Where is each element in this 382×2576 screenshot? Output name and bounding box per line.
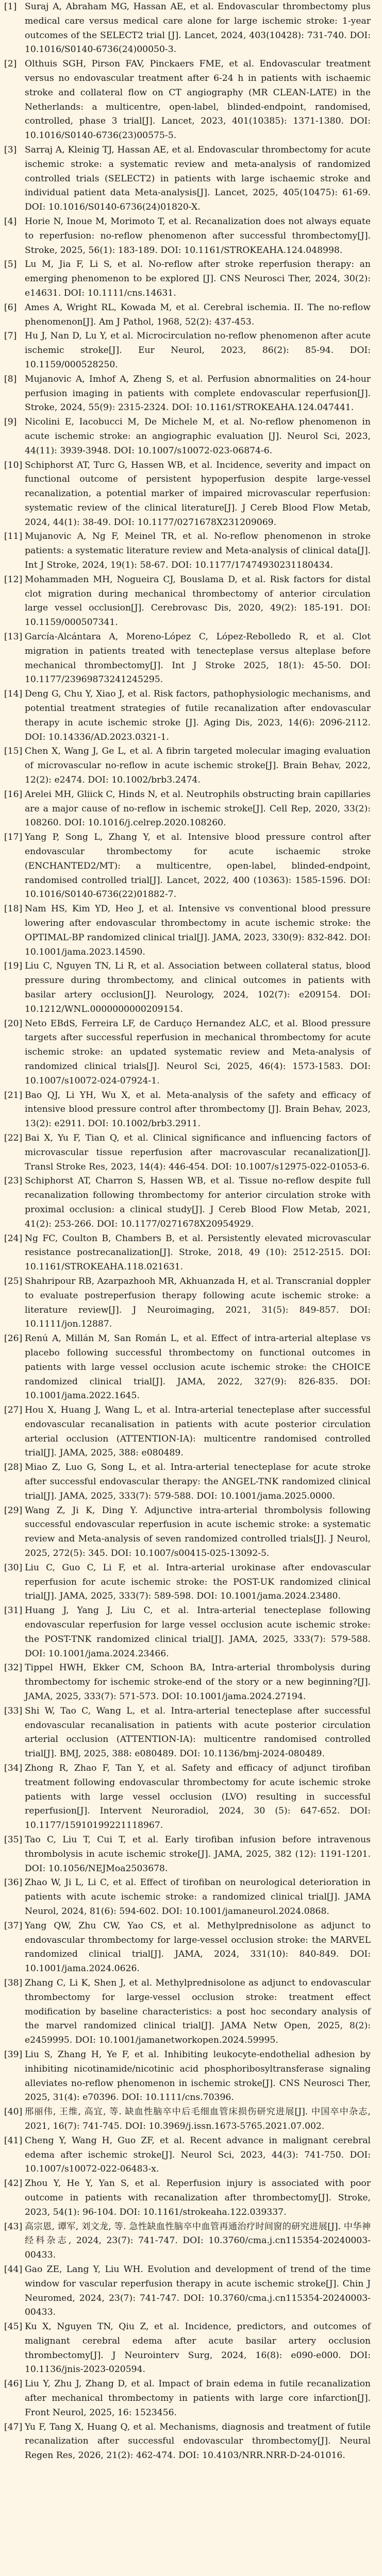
reference-text: García-Alcántara A, Moreno-López C, López-Rebolledo R, et al. Clot migration in patients treated with tenecteplase versus alteplase before mechanical thrombectomy[J]. Int J Stroke 2025, 18(1): 45-50. DOI: 10.1177/23969873241245295. — [25, 632, 371, 685]
reference-item — [4, 1332, 371, 1403]
reference-number: [41] — [4, 2135, 23, 2146]
reference-number: [31] — [4, 1605, 23, 1616]
reference-item — [4, 1461, 371, 1503]
reference-item — [4, 959, 371, 1016]
reference-number: [15] — [4, 746, 23, 757]
reference-text: Ku X, Nguyen TN, Qiu Z, et al. Incidence, predictors, and outcomes of malignant cerebral edema after acute basilar artery occlusion thrombectomy[J]. J Neurointerv Surg, 2024, 16(8): e090-e000. DOI: 10.1136/jnis-2023-020594. — [25, 2321, 371, 2375]
reference-item — [4, 1976, 371, 2048]
reference-item — [4, 1232, 371, 1275]
reference-text: Zhong R, Zhao F, Tan Y, et al. Safety and efficacy of adjunct tirofiban treatment following endovascular thrombectomy for acute ischemic stroke patients with large vessel occlusion (LVO) resulting in successful reperfusion[J]. Intervent Neuroradiol, 2024, 30 (5): 647-652. DOI: 10.1177/15910199221118967. — [25, 1763, 371, 1831]
reference-item — [4, 2048, 371, 2105]
reference-item — [4, 1089, 371, 1131]
reference-text: Mujanovic A, Imhof A, Zheng S, et al. Perfusion abnormalities on 24-hour perfusion imaging in patients with complete endovascular reperfusion[J]. Stroke, 2024, 55(9): 2315-2324. DOI: 10.1161/STROKEAHA.124.047441. — [25, 374, 371, 413]
reference-item — [4, 415, 371, 458]
reference-item — [4, 530, 371, 572]
reference-item — [4, 1833, 371, 1876]
reference-item — [4, 1561, 371, 1604]
reference-number: [13] — [4, 632, 23, 642]
reference-item — [4, 372, 371, 415]
reference-number: [12] — [4, 574, 23, 585]
reference-text: Schiphorst AT, Turc G, Hassen WB, et al. Incidence, severity and impact on functional outcome of persistent hypoperfusion despite large-vessel recanalization, a potential marker of impaired microvascular reperfusion: systematic review of the clinical literature[J]. J Cereb Blood Flow Metab, 2024, 44(1): 38-49. DOI: 10.1177/0271678X231209069. — [25, 460, 371, 528]
reference-item — [4, 1704, 371, 1761]
reference-number: [29] — [4, 1505, 23, 1516]
reference-text: Nam HS, Kim YD, Heo J, et al. Intensive vs conventional blood pressure lowering after endovascular thrombectomy in acute ischemic stroke: the OPTIMAL-BP randomized clinical trial[J]. JAMA, 2023, 330(9): 832-842. DOI: 10.1001/jama.2023.14590. — [25, 904, 371, 957]
reference-item — [4, 1604, 371, 1661]
reference-number: [23] — [4, 1176, 23, 1187]
reference-number: [45] — [4, 2321, 23, 2332]
reference-item — [4, 573, 371, 630]
reference-text: Yang QW, Zhu CW, Yao CS, et al. Methylprednisolone as adjunct to endovascular thrombectomy for large-vessel occlusion stroke: the MARVEL randomized clinical trial[J]. JAMA, 2024, 331(10): 840-849. DOI: 10.1001/jama.2024.0626. — [25, 1920, 371, 1974]
reference-text: Shahripour RB, Azarpazhooh MR, Akhuanzada H, et al. Transcranial doppler to evaluate postreperfusion therapy following acute ischemic stroke: a literature review[J]. J Neuroimaging, 2021, 31(5): 849-857. DOI: 10.1111/jon.12887. — [25, 1276, 371, 1330]
reference-text: Bao QJ, Li YH, Wu X, et al. Meta-analysis of the safety and efficacy of intensive blood pressure control after thrombectomy [J]. Brain Behav, 2023, 13(2): e2911. DOI: 10.1002/brb3.2911. — [25, 1090, 371, 1129]
reference-number: [39] — [4, 2049, 23, 2060]
reference-item — [4, 1661, 371, 1704]
reference-number: [19] — [4, 961, 23, 972]
reference-number: [14] — [4, 689, 23, 700]
reference-number: [28] — [4, 1462, 23, 1473]
reference-text: Hou X, Huang J, Wang L, et al. Intra-arterial tenecteplase after successful endovascular recanalisation in patients with acute posterior circulation arterial occlusion (ATTENTION-IA): multicentre randomised controlled trial[J]. JAMA, 2025, 388: e080489. — [25, 1405, 371, 1459]
reference-text: Zhou Y, He Y, Yan S, et al. Reperfusion injury is associated with poor outcome in patients with recanalization after thrombectomy[J]. Stroke, 2023, 54(1): 96-104. DOI: 10.1161/strokeaha.122.039337. — [25, 2178, 371, 2217]
reference-item — [4, 2320, 371, 2377]
reference-number: [2] — [4, 59, 17, 70]
reference-text: Schiphorst AT, Charron S, Hassen WB, et al. Tissue no-reflow despite full recanalization following thrombectomy for anterior circulation stroke with proximal occlusion: a clinical study[J]. J Cereb Blood Flow Metab, 2021, 41(2): 253-266. DOI: 10.1177/0271678X20954929. — [25, 1176, 371, 1229]
reference-item — [4, 831, 371, 902]
reference-text: Tippel HWH, Ekker CM, Schoon BA, Intra-arterial thrombolysis during thrombectomy for ischemic stroke-end of the story or a new beginning?[J]. JAMA, 2025, 333(7): 571-573. DOI: 10.1001/jama.2024.27194. — [25, 1663, 371, 1702]
reference-text: Renú A, Millán M, San Román L, et al. Effect of intra-arterial alteplase vs placebo following successful thrombectomy on functional outcomes in patients with large vessel occlusion acute ischemic stroke: the CHOICE randomized clinical trial[J]. JAMA, 2022, 327(9): 826-835. DOI: 10.1001/jama.2022.1645. — [25, 1333, 371, 1401]
reference-text: Zhao W, Ji L, Li C, et al. Effect of tirofiban on neurological deterioration in patients with acute ischemic stroke: a randomized clinical trial[J]. JAMA Neurol, 2024, 81(6): 594-602. DOI: 10.1001/jamaneurol.2024.0868. — [25, 1877, 371, 1917]
reference-item — [4, 630, 371, 687]
reference-text: Liu C, Guo C, Li F, et al. Intra-arterial urokinase after endovascular reperfusion for acute ischemic stroke: the POST-UK randomized clinical trial[J]. JAMA, 2025, 333(7): 589-598. DOI: 10.1001/jama.2024.23480. — [25, 1562, 371, 1602]
reference-item — [4, 57, 371, 143]
reference-number: [22] — [4, 1132, 23, 1143]
reference-number: [26] — [4, 1333, 23, 1344]
reference-text: Yu F, Tang X, Huang Q, et al. Mechanisms, diagnosis and treatment of futile recanalization after successful endovascular thrombectomy[J]. Neural Regen Res, 2026, 21(2): 462-474. DOI: 10.4103/NRR.NRR-D-24-01016. — [25, 2421, 371, 2461]
reference-item — [4, 301, 371, 330]
reference-text: Lu M, Jia F, Li S, et al. No-reflow after stroke reperfusion therapy: an emerging phenomenon to be explored [J]. CNS Neurosci Ther, 2024, 30(2): e14631. DOI: 10.1111/cns.14631. — [25, 259, 371, 298]
reference-number: [35] — [4, 1835, 23, 1845]
reference-number: [16] — [4, 789, 23, 800]
reference-text: 高宗恩, 谭军, 刘文龙, 等. 急性缺血性脑卒中血管再通治疗时间窗的研究进展[J]. 中华神经科杂志, 2024, 23(7): 741-747. DOI: 10.3760/cma.j.cn115354-20240003-00433. — [25, 2221, 371, 2261]
reference-item — [4, 902, 371, 959]
reference-text: Chen X, Wang J, Ge L, et al. A fibrin targeted molecular imaging evaluation of microvascular no-reflow in acute ischemic stroke[J]. Brain Behav, 2022, 12(2): e2474. DOI: 10.1002/brb3.2474. — [25, 746, 371, 786]
reference-item — [4, 2105, 371, 2134]
reference-text: Suraj A, Abraham MG, Hassan AE, et al. Endovascular thrombectomy plus medical care versus medical care alone for large ischemic stroke: 1-year outcomes of the SELECT2 trial [J]. Lancet, 2024, 403(10428): 731-740. DOI: 10.1016/S0140-6736(24)00050-3. — [25, 2, 371, 55]
reference-number: [32] — [4, 1663, 23, 1673]
reference-item — [4, 2420, 371, 2463]
reference-number: [38] — [4, 1977, 23, 1988]
reference-item — [4, 2220, 371, 2263]
reference-item — [4, 1174, 371, 1231]
reference-text: Liu Y, Zhu J, Zhang D, et al. Impact of brain edema in futile recanalization after mechanical thrombectomy in patients with large core infarction[J]. Front Neurol, 2025, 16: 1523456. — [25, 2379, 371, 2418]
reference-text: Nicolini E, Iacobucci M, De Michele M, et al. No-reflow phenomenon in acute ischemic stroke: an angiographic evaluation [J]. Neurol Sci, 2023, 44(11): 3939-3948. DOI: 10.1007/s10072-023-06874-6. — [25, 417, 371, 456]
reference-text: 邢丽伟, 王维, 高宜, 等. 缺血性脑卒中后毛细血管床损伤研究进展[J]. 中国卒中杂志, 2021, 16(7): 741-745. DOI: 10.3969/j.issn.1673-5765.2021.07.002. — [25, 2107, 371, 2131]
reference-number: [17] — [4, 832, 23, 843]
reference-item — [4, 215, 371, 258]
reference-text: Mohammaden MH, Nogueira CJ, Bouslama D, et al. Risk factors for distal clot migration during mechanical thrombectomy of anterior circulation large vessel occlusion[J]. Cerebrovasc Dis, 2020, 49(2): 185-191. DOI: 10.1159/000507341. — [25, 574, 371, 628]
reference-text: Tao C, Liu T, Cui T, et al. Early tirofiban infusion before intravenous thrombolysis in acute ischemic stroke[J]. JAMA, 2025, 382 (12): 1191-1201. DOI: 10.1056/NEJMoa2503678. — [25, 1835, 371, 1874]
reference-number: [3] — [4, 144, 17, 155]
reference-number: [34] — [4, 1763, 23, 1774]
reference-text: Hu J, Nan D, Lu Y, et al. Microcirculation no-reflow phenomenon after acute ischemic stroke[J]. Eur Neurol, 2023, 86(2): 85-94. DOI: 10.1159/000528250. — [25, 331, 371, 370]
reference-item — [4, 1131, 371, 1174]
reference-text: Olthuis SGH, Pirson FAV, Pinckaers FME, et al. Endovascular treatment versus no endovascular treatment after 6-24 h in patients with ischaemic stroke and collateral flow on CT angiography (MR CLEAN-LATE) in the Netherlands: a multicentre, open-label, blinded-endpoint, randomised, controlled, phase 3 trial[J]. Lancet, 2023, 401(10385): 1371-1380. DOI: 10.1016/S0140-6736(23)00575-5. — [25, 59, 371, 141]
reference-item — [4, 329, 371, 372]
reference-item — [4, 687, 371, 744]
reference-number: [43] — [4, 2221, 23, 2232]
reference-text: Mujanovic A, Ng F, Meinel TR, et al. No-reflow phenomenon in stroke patients: a systematic literature review and Meta-analysis of clinical data[J]. Int J Stroke, 2024, 19(1): 58-67. DOI: 10.1177/17474930231180434. — [25, 531, 371, 571]
reference-number: [21] — [4, 1090, 23, 1100]
reference-item — [4, 2177, 371, 2219]
reference-text: Yang P, Song L, Zhang Y, et al. Intensive blood pressure control after endovascular thrombectomy for acute ischaemic stroke (ENCHANTED2/MT): a multicentre, open-label, blinded-endpoint, randomised controlled trial[J]. Lancet, 2022, 400 (10363): 1585-1596. DOI: 10.1016/S0140-6736(22)01882-7. — [25, 832, 371, 900]
reference-text: Huang J, Yang J, Liu C, et al. Intra-arterial tenecteplase following endovascular reperfusion for large vessel occlusion acute ischemic stroke: the POST-TNK randomized clinical trial[J]. JAMA, 2025, 333(7): 579-588. DOI: 10.1001/jama.2024.23466. — [25, 1605, 371, 1659]
reference-item — [4, 1504, 371, 1561]
reference-number: [40] — [4, 2107, 23, 2117]
reference-number: [7] — [4, 331, 17, 342]
reference-text: Miao Z, Luo G, Song L, et al. Intra-arterial tenecteplase for acute stroke after successful endovascular therapy: the ANGEL-TNK randomized clinical trial[J]. JAMA, 2025, 333(7): 579-588. DOI: 10.1001/jama.2025.0000. — [25, 1462, 371, 1501]
reference-text: Liu C, Nguyen TN, Li R, et al. Association between collateral status, blood pressure during thrombectomy, and clinical outcomes in patients with basilar artery occlusion[J]. Neurology, 2024, 102(7): e209154. DOI: 10.1212/WNL.0000000000209154. — [25, 961, 371, 1014]
reference-item — [4, 1761, 371, 1833]
reference-text: Deng G, Chu Y, Xiao J, et al. Risk factors, pathophysiologic mechanisms, and potential treatment strategies of futile recanalization after endovascular therapy in acute ischemic stroke [J]. Aging Dis, 2023, 14(6): 2096-2112. DOI: 10.14336/AD.2023.0321-1. — [25, 689, 371, 742]
reference-item — [4, 2263, 371, 2320]
reference-number: [24] — [4, 1233, 23, 1244]
reference-number: [18] — [4, 904, 23, 914]
reference-number: [1] — [4, 2, 17, 12]
reference-number: [4] — [4, 216, 17, 227]
reference-number: [33] — [4, 1705, 23, 1716]
reference-text: Gao ZE, Lang Y, Liu WH. Evolution and development of trend of the time window for vascular reperfusion therapy in acute ischemic stroke[J]. Chin J Neuromed, 2024, 23(7): 741-747. DOI: 10.3760/cma.j.cn115354-20240003-00433. — [25, 2264, 371, 2318]
reference-item — [4, 459, 371, 530]
reference-number: [6] — [4, 302, 17, 313]
reference-item — [4, 744, 371, 787]
reference-item — [4, 2134, 371, 2177]
reference-text: Cheng Y, Wang H, Guo ZF, et al. Recent advance in malignant cerebral edema after ischemic stroke[J]. Neurol Sci, 2023, 44(3): 741-750. DOI: 10.1007/s10072-022-06483-x. — [25, 2135, 371, 2175]
reference-text: Zhang C, Li K, Shen J, et al. Methylprednisolone as adjunct to endovascular thrombectomy for large-vessel occlusion stroke: treatment effect modification by baseline characteristics: a post hoc secondary analysis of the marvel randomized clinical trial[J]. JAMA Netw Open, 2025, 8(2): e2459995. DOI: 10.1001/jamanetworkopen.2024.59995. — [25, 1977, 371, 2046]
reference-text: Neto EBdS, Ferreira LF, de Carduço Hernandez ALC, et al. Blood pressure targets after successful reperfusion in mechanical thrombectomy for acute ischemic stroke: an updated systematic review and Meta-analysis of randomized clinical trials[J]. Neurol Sci, 2025, 46(4): 1573-1583. DOI: 10.1007/s10072-024-07924-1. — [25, 1018, 371, 1086]
reference-item — [4, 1275, 371, 1332]
reference-number: [25] — [4, 1276, 23, 1286]
reference-item — [4, 1876, 371, 1919]
reference-text: Liu S, Zhang H, Ye F, et al. Inhibiting leukocyte-endothelial adhesion by inhibiting nicotinamide/nicotinic acid phosphoribosyltransferase signaling alleviates no-reflow phenomenon in ischemic stroke[J]. CNS Neurosci Ther, 2025, 31(4): e70396. DOI: 10.1111/cns.70396. — [25, 2049, 371, 2103]
reference-number: [30] — [4, 1562, 23, 1573]
reference-item — [4, 2377, 371, 2420]
reference-text: Ng FC, Coulton B, Chambers B, et al. Persistently elevated microvascular resistance postrecanalization[J]. Stroke, 2018, 49 (10): 2512-2515. DOI: 10.1161/STROKEAHA.118.021631. — [25, 1233, 371, 1273]
reference-item — [4, 788, 371, 831]
reference-number: [10] — [4, 460, 23, 470]
reference-item — [4, 1017, 371, 1089]
reference-text: Bai X, Yu F, Tian Q, et al. Clinical significance and influencing factors of microvascular tissue reperfusion after macrovascular recanalization[J]. Transl Stroke Res, 2023, 14(4): 446-454. DOI: 10.1007/s12975-022-01053-6. — [25, 1132, 371, 1172]
reference-item — [4, 258, 371, 300]
reference-number: [46] — [4, 2379, 23, 2389]
reference-list — [4, 0, 371, 2463]
reference-number: [47] — [4, 2421, 23, 2432]
reference-number: [27] — [4, 1405, 23, 1416]
reference-item — [4, 143, 371, 215]
reference-text: Horie N, Inoue M, Morimoto T, et al. Recanalization does not always equate to reperfusion: no-reflow phenomenon after successful thrombectomy[J]. Stroke, 2025, 56(1): 183-189. DOI: 10.1161/STROKEAHA.124.048998. — [25, 216, 371, 256]
reference-number: [11] — [4, 531, 23, 542]
reference-number: [8] — [4, 374, 17, 384]
reference-number: [36] — [4, 1877, 23, 1888]
reference-number: [9] — [4, 417, 17, 428]
reference-item — [4, 1919, 371, 1976]
reference-item — [4, 1403, 371, 1461]
reference-text: Sarraj A, Kleinig TJ, Hassan AE, et al. Endovascular thrombectomy for acute ischemic stroke: a systematic review and meta-analysis of randomized controlled trials (SELECT2) in patients with large ischaemic stroke and individual patient data Meta-analysis[J]. Lancet, 2025, 405(10475): 61-69. DOI: 10.1016/S0140-6736(24)01820-X. — [25, 144, 371, 213]
reference-number: [20] — [4, 1018, 23, 1029]
reference-number: [42] — [4, 2178, 23, 2189]
reference-number: [37] — [4, 1920, 23, 1931]
reference-text: Shi W, Tao C, Wang L, et al. Intra-arterial tenecteplase after successful endovascular recanalisation in patients with acute posterior circulation arterial occlusion (ATTENTION-IA): multicentre randomised controlled trial[J]. BMJ, 2025, 388: e080489. DOI: 10.1136/bmj-2024-080489. — [25, 1705, 371, 1759]
reference-text: Arelei MH, Gliick C, Hinds N, et al. Neutrophils obstructing brain capillaries are a major cause of no-reflow in ischemic stroke[J]. Cell Rep, 2020, 33(2): 108260. DOI: 10.1016/j.celrep.2020.108260. — [25, 789, 371, 828]
reference-item — [4, 0, 371, 57]
reference-text: Ames A, Wright RL, Kowada M, et al. Cerebral ischemia. II. The no-reflow phenomenon[J]. Am J Pathol, 1968, 52(2): 437-453. — [25, 302, 371, 327]
reference-number: [44] — [4, 2264, 23, 2275]
reference-number: [5] — [4, 259, 17, 270]
reference-text: Wang Z, Ji K, Ding Y. Adjunctive intra-arterial thrombolysis following successful endovascular reperfusion in acute ischemic stroke: a systematic review and Meta-analysis of seven randomized controlled trials[J]. J Neurol, 2025, 272(5): 345. DOI: 10.1007/s00415-025-13092-5. — [25, 1505, 371, 1559]
